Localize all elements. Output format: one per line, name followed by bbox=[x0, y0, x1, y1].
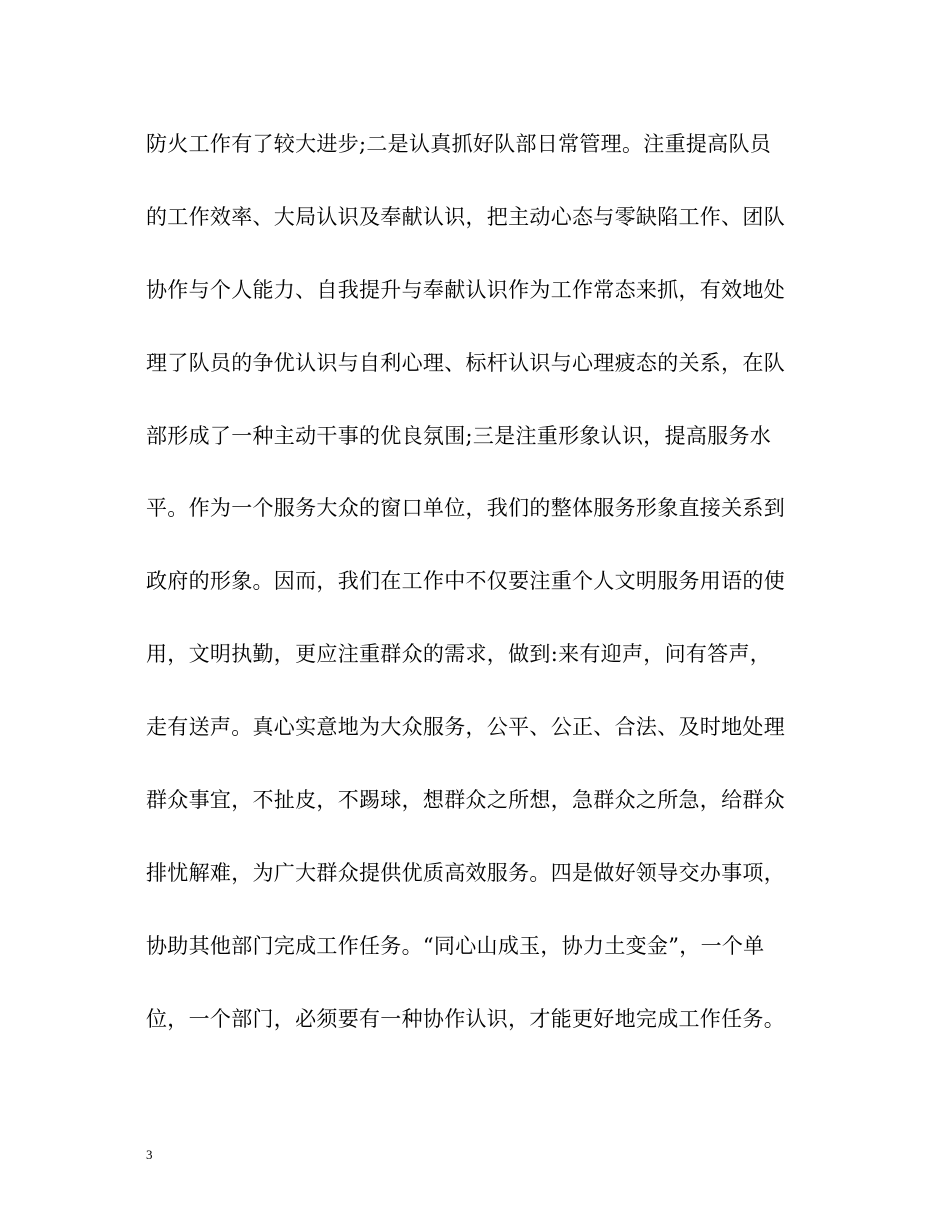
text-line: 部形成了一种主动干事的优良氛围;三是注重形象认识，提高服务水 bbox=[146, 423, 772, 448]
text-line: 防火工作有了较大进步;二是认真抓好队部日常管理。注重提高队员 bbox=[146, 132, 772, 156]
body-text bbox=[146, 124, 806, 1072]
text-line: 用，文明执勤，更应注重群众的需求，做到:来有迎声，问有答声， bbox=[146, 642, 772, 667]
text-line: 协作与个人能力、自我提升与奉献认识作为工作常态来抓，有效地处 bbox=[146, 277, 785, 302]
text-line: 协助其他部门完成工作任务。“同心山成玉，协力土变金”，一个单 bbox=[146, 933, 765, 958]
text-line: 平。作为一个服务大众的窗口单位，我们的整体服务形象直接关系到 bbox=[146, 496, 785, 521]
text-line: 位，一个部门，必须要有一种协作认识，才能更好地完成工作任务。 bbox=[146, 1006, 785, 1031]
text-line: 的工作效率、大局认识及奉献认识，把主动心态与零缺陷工作、团队 bbox=[146, 204, 785, 229]
text-line: 群众事宜，不扯皮，不踢球，想群众之所想，急群众之所急，给群众 bbox=[146, 788, 785, 813]
text-line: 理了队员的争优认识与自利心理、标杆认识与心理疲态的关系，在队 bbox=[146, 350, 785, 375]
text-line: 走有送声。真心实意地为大众服务，公平、公正、合法、及时地处理 bbox=[146, 715, 785, 740]
text-line: 排忧解难，为广大群众提供优质高效服务。四是做好领导交办事项， bbox=[146, 860, 785, 885]
text-line: 政府的形象。因而，我们在工作中不仅要注重个人文明服务用语的使 bbox=[146, 569, 785, 594]
page-number: 3 bbox=[146, 1147, 153, 1162]
